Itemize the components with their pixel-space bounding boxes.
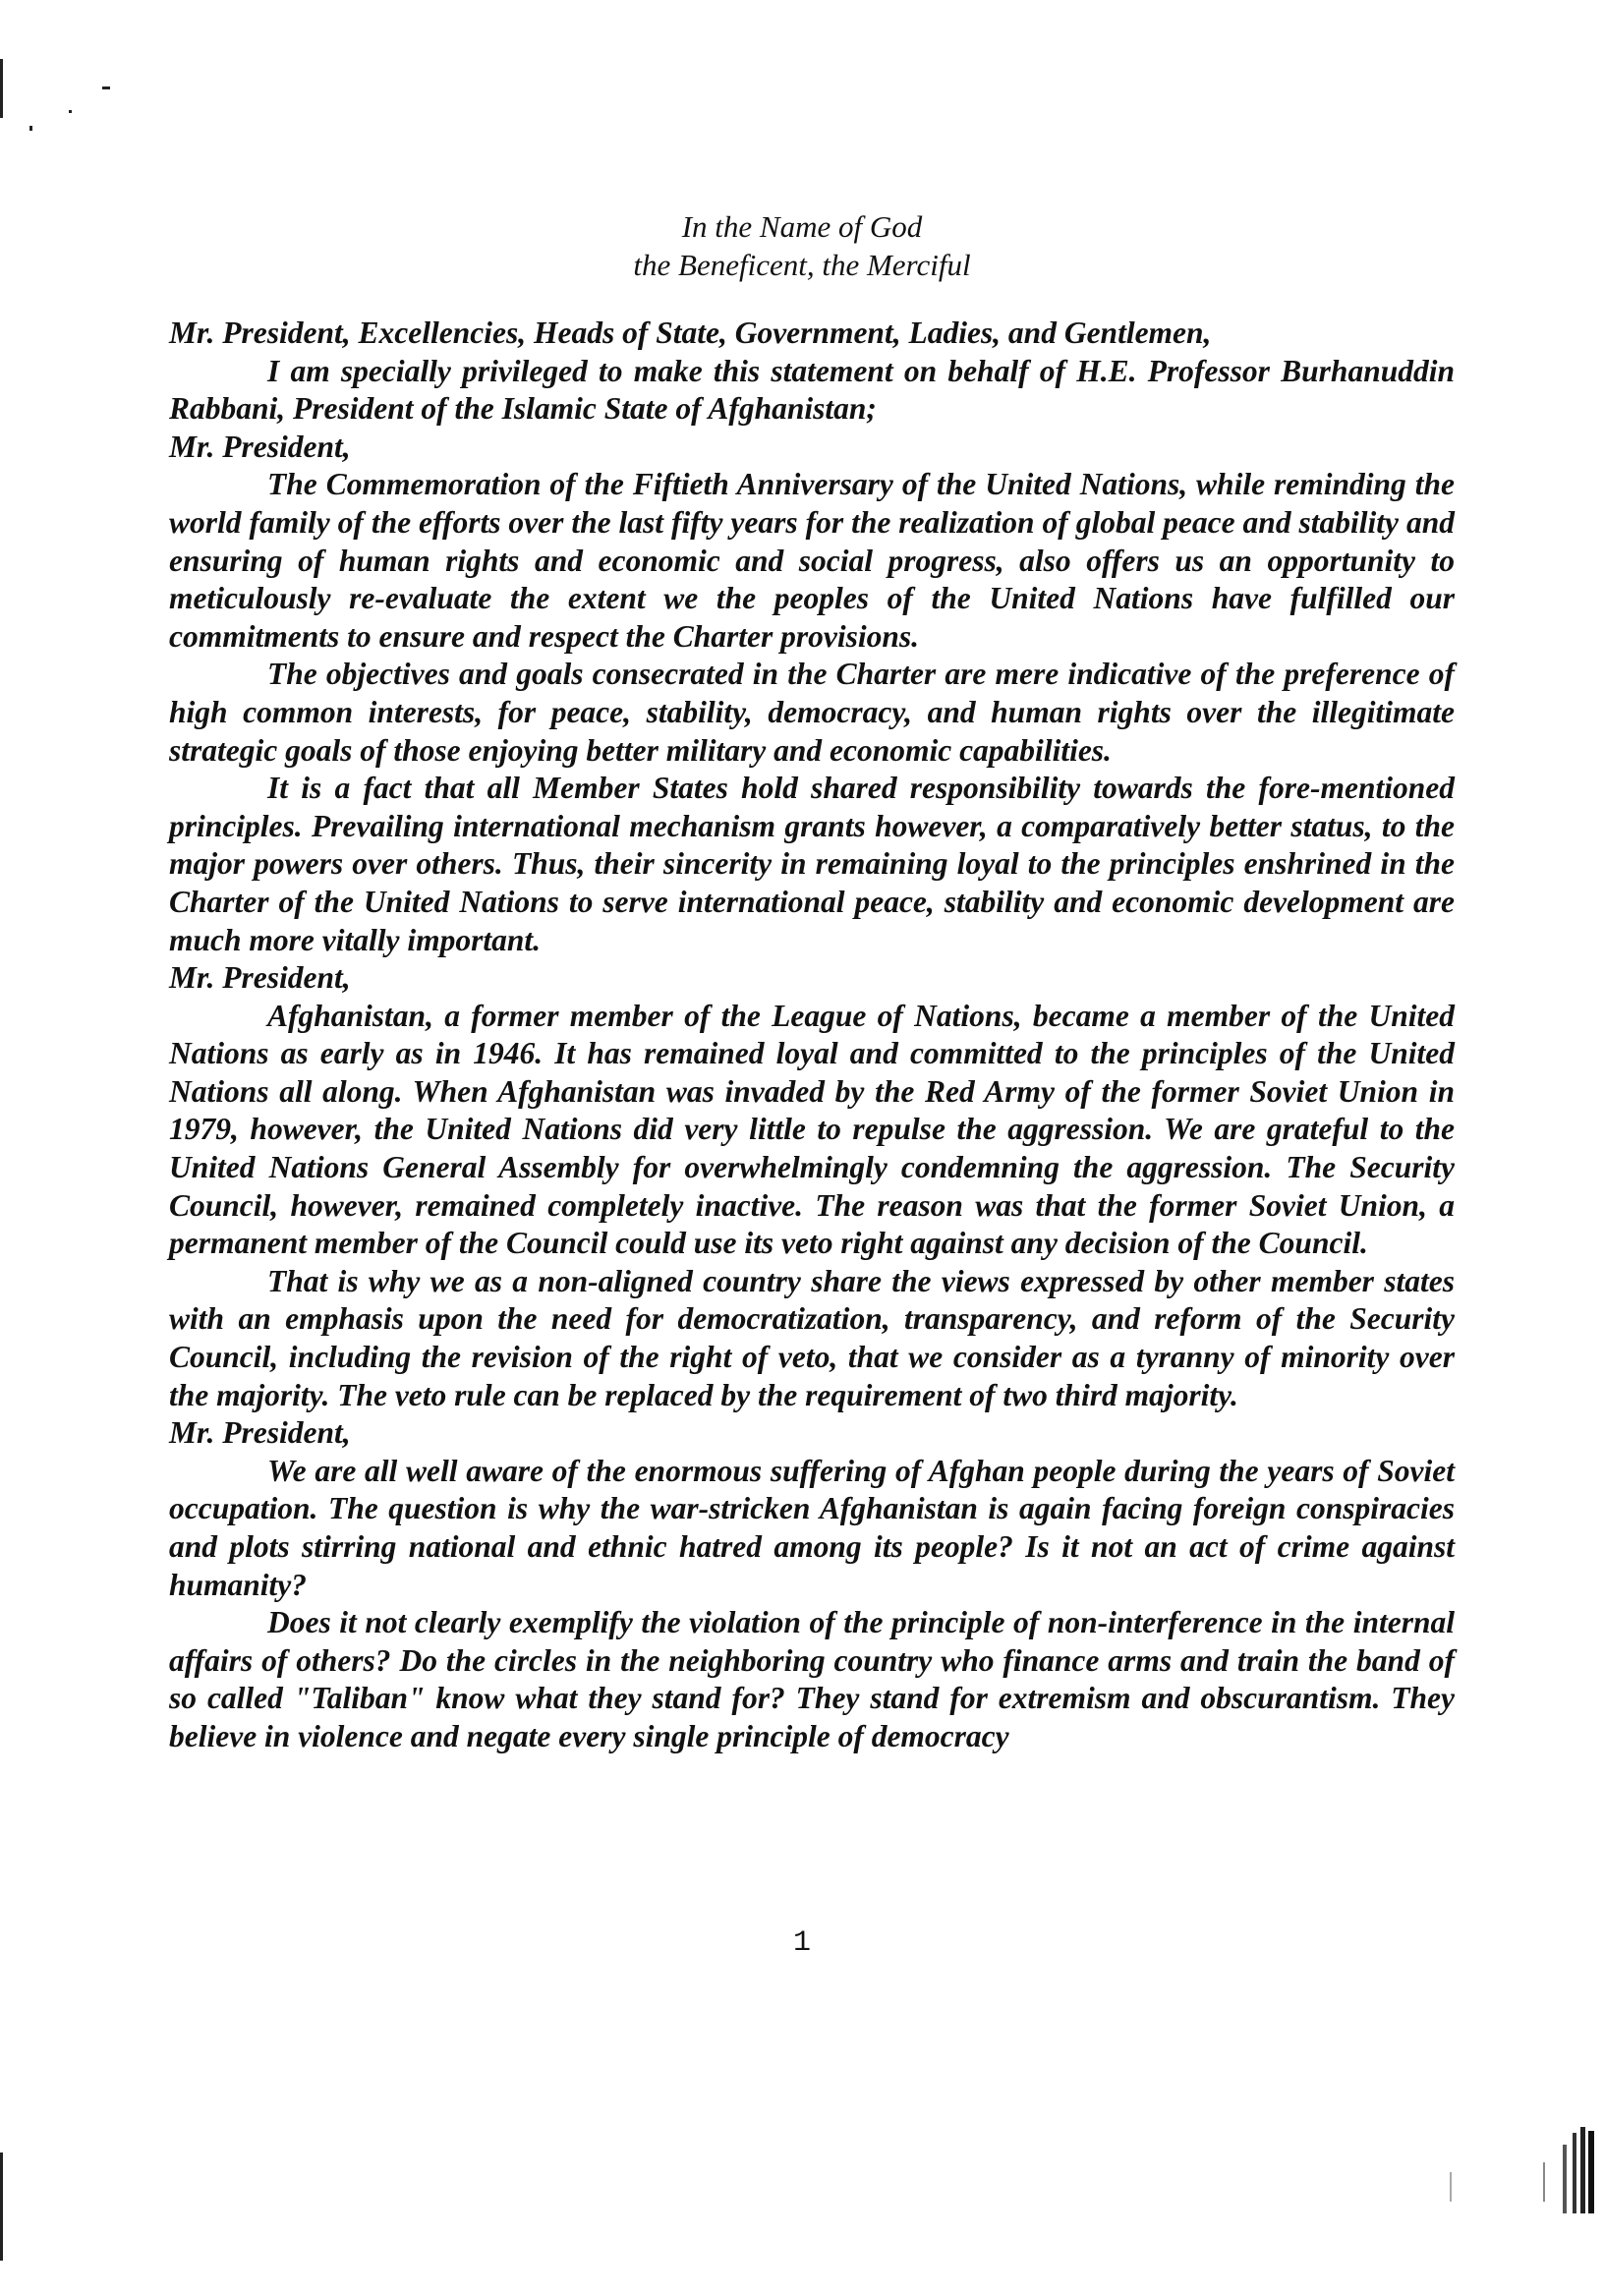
scan-edge-mark-top — [0, 59, 3, 118]
paragraph-non-interference: Does it not clearly exemplify the violation of the principle of non-interference in the internal affairs of others? Do the circles in the neighboring country who finance arms and train the band of so called "Taliban" know what they stand for? They stand for extremism and obscurantism. They believe in violence and negate every single principle of democracy — [169, 1605, 1455, 1753]
opening-statement: I am specially privileged to make this statement on behalf of H.E. Professor Burhanuddin Rabbani, President of the Islamic State of Afghanistan; — [169, 353, 1455, 427]
scan-bar-6 — [1450, 2172, 1452, 2202]
invocation-line-1: In the Name of God — [681, 209, 923, 244]
paragraph-responsibility: It is a fact that all Member States hold shared responsibility towards the fore-mentioned principles. Prevailing international mechanism grants however, a comparatively better status, to the major powers over others. Thus, their sincerity in remaining loyal to the principles enshrined in the Charter of the United Nations to serve international peace, stability and economic development are much more vitally important. — [169, 771, 1455, 957]
address-mr-president-1: Mr. President, — [169, 429, 351, 464]
scan-speck-2 — [29, 126, 32, 131]
address-mr-president-2: Mr. President, — [169, 960, 351, 996]
speech-body — [169, 315, 1455, 1756]
salutation: Mr. President, Excellencies, Heads of State, Government, Ladies, and Gentlemen, — [169, 316, 1212, 350]
paragraph-anniversary: The Commemoration of the Fiftieth Anniversary of the United Nations, while reminding the world family of the efforts over the last fifty years for the realization of global peace and stability and ensuring of human rights and economic and social progress, also offers us an opportunity to meticulously re-evaluate the extent we the peoples of the United Nations have fulfilled our commitments to ensure and respect the Charter provisions. — [169, 467, 1455, 654]
paragraph-security-council-reform: That is why we as a non-aligned country share the views expressed by other member states with an emphasis upon the need for democratization, transparency, and reform of the Security Council, including the revision of the right of veto, that we consider as a tyranny of minority over the majority. The veto rule can be replaced by the requirement of two third majority. — [169, 1263, 1455, 1412]
scan-bar-5 — [1543, 2162, 1545, 2202]
scan-bar-2 — [1573, 2133, 1576, 2213]
scan-bar-3 — [1580, 2127, 1585, 2213]
scan-speck-3 — [69, 110, 72, 113]
page-number: 1 — [792, 1926, 811, 1960]
paragraph-afghanistan-history: Afghanistan, a former member of the League of Nations, became a member of the United Nations as early as in 1946. It has remained loyal and committed to the principles of the United Nations all along. When Afghanistan was invaded by the Red Army of the former Soviet Union in 1979, however, the United Nations did very little to repulse the aggression. We are grateful to the United Nations General Assembly for overwhelmingly condemning the aggression. The Security Council, however, remained completely inactive. The reason was that the former Soviet Union, a permanent member of the Council could use its veto right against any decision of the Council. — [169, 998, 1455, 1261]
scan-speck-1 — [102, 86, 110, 89]
address-mr-president-3: Mr. President, — [169, 1415, 351, 1451]
scan-edge-mark-bottom — [0, 2152, 3, 2261]
scan-bar-4 — [1588, 2131, 1594, 2213]
scan-bar-1 — [1563, 2145, 1567, 2213]
invocation-line-2: the Beneficent, the Merciful — [633, 248, 971, 282]
paragraph-suffering: We are all well aware of the enormous suffering of Afghan people during the years of Soviet occupation. The question is why the war-stricken Afghanistan is again facing foreign conspiracies and plots stirring national and ethnic hatred among its people? Is it not an act of crime against humanity? — [169, 1453, 1455, 1602]
paragraph-objectives: The objectives and goals consecrated in the Charter are mere indicative of the preference of high common interests, for peace, stability, democracy, and human rights over the illegitimate strategic goals of those enjoying better military and economic capabilities. — [169, 657, 1455, 768]
